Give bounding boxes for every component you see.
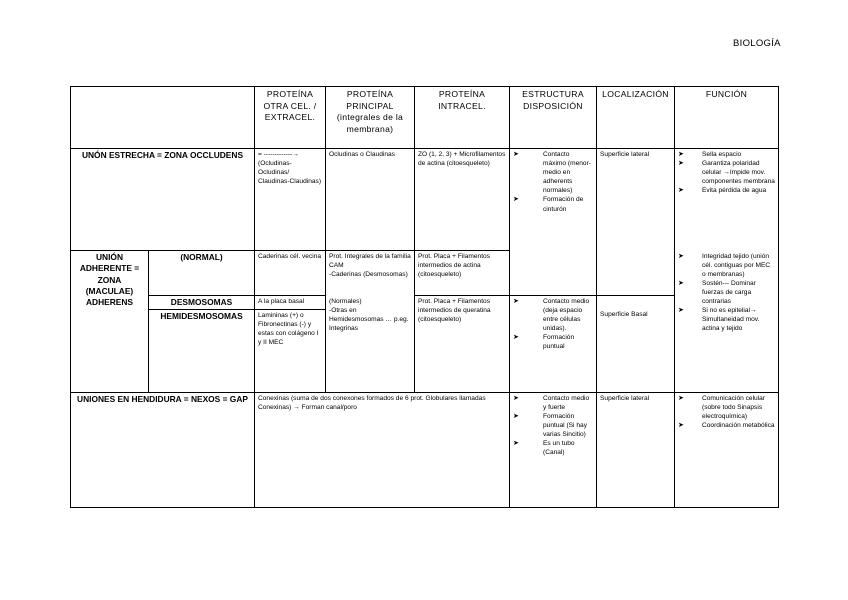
list-item: ➤ Sostén--- Dominar fuerzas de carga contrarias [678,279,775,306]
header-empty-cell [71,87,255,149]
row-occludens [71,149,779,251]
occludens-label: UNÓN ESTRECHA = ZONA OCCLUDENS [71,149,255,251]
adherens-funcion [675,251,779,393]
hemidesmosomas-proteina-otra: Lamininas (+) o Fibronectinas (-) y estas con colágeno I y II MEC [255,309,326,392]
list-item: ➤ Es un tubo (Canal) [513,439,593,457]
occludens-proteina-intracel: ZO (1, 2, 3) + Microfilamentos de actina (citoesqueleto) [415,149,510,251]
hemidesmosomas-label: HEMIDESMOSOMAS [149,309,255,392]
list-item: ➤ Comunicación celular (sobre todo Sinapsis electroquímica) [678,394,775,421]
row-adherens-desmosomas [71,296,779,310]
adherens-label: UNIÓN ADHERENTE = ZONA (MACULAE) ADHERENS [71,251,149,393]
adherens-localizacion [597,296,675,393]
list-item: ➤ Sella espacio [678,150,775,159]
gap-label: UNIONES EN HENDIDURA = NEXOS = GAP [71,392,255,507]
list-item: ➤ Formación de cinturón [513,195,593,213]
list-item: ➤ Contacto medio (deja espacio entre células unidas). [513,297,593,333]
header-estructura: ESTRUCTURA DISPOSICIÓN [510,87,597,149]
subject-header: BIOLOGÍA [733,38,781,49]
list-item: ➤ Evita pérdida de agua [678,186,775,195]
gap-proteinas: Conexinas (suma de dos conexones formados de 6 prot. Globulares llamadas Conexinas) → Forman canal/poro [255,392,510,507]
list-item: ➤ Coordinación metabólica [678,421,775,430]
list-item: ➤ Contacto máximo (menor-medio en adherents normales) [513,150,593,195]
header-funcion: FUNCIÓN [675,87,779,149]
header-localizacion: LOCALIZACIÓN [597,87,675,149]
header-proteina-principal: PROTEÍNA PRINCIPAL (integrales de la membrana) [326,87,415,149]
desmosomas-label: DESMOSOMAS [149,296,255,310]
list-item: ➤ Contacto medio y fuerte [513,394,593,412]
occludens-funcion [675,149,779,251]
adherens-normal-proteina-principal: Prot. Integrales de la familia CAM -Caderinas (Desmosomas) [326,251,415,296]
occludens-estructura [510,149,597,296]
hemidesmosomas-proteina-principal: (Normales) -Otras en Hemidesmosomas … p.eg. Integrinas [326,296,415,393]
occludens-proteina-otra: = -------------→ (Ocludinas-Ocludinas/ Claudinas-Claudinas) [255,149,326,251]
adherens-localizacion-text: Superficie Basal [600,311,648,318]
gap-localizacion: Superficie lateral [597,392,675,507]
list-item: ➤ Integridad tejido (unión cél. contiguas por MEC o membranas) [678,252,775,279]
list-item: ➤ Si no es epitelial→ Simultaneidad mov. actina y tejido [678,306,775,333]
adherens-normal-label: (NORMAL) [149,251,255,296]
gap-funcion [675,392,779,507]
cell-junctions-table [70,86,779,508]
header-row [71,87,779,149]
header-proteina-intracel: PROTEÍNA INTRACEL. [415,87,510,149]
row-gap [71,392,779,507]
list-item: ➤ Formación puntual (Si hay varias Sincitio) [513,412,593,439]
list-item: ➤ Formación puntual [513,333,593,351]
adherens-normal-proteina-otra: Caderinas cél. vecina [255,251,326,296]
gap-estructura [510,392,597,507]
occludens-localizacion: Superficie lateral [597,149,675,296]
adherens-normal-proteina-intracel: Prot. Placa + Filamentos intermedios de actina (citoesqueleto) [415,251,510,296]
desmosomas-proteina-otra: A la placa basal [255,296,326,310]
list-item: ➤ Garantiza polaridad celular →Impide mov. componentes membrana [678,159,775,186]
desmosomas-proteina-intracel: Prot. Placa + Filamentos intermedios de queratina (citoesqueleto) [415,296,510,393]
adherens-estructura [510,296,597,393]
header-proteina-otra-cel: PROTEÍNA OTRA CEL. / EXTRACEL. [255,87,326,149]
occludens-proteina-principal: Ocludinas o Claudinas [326,149,415,251]
